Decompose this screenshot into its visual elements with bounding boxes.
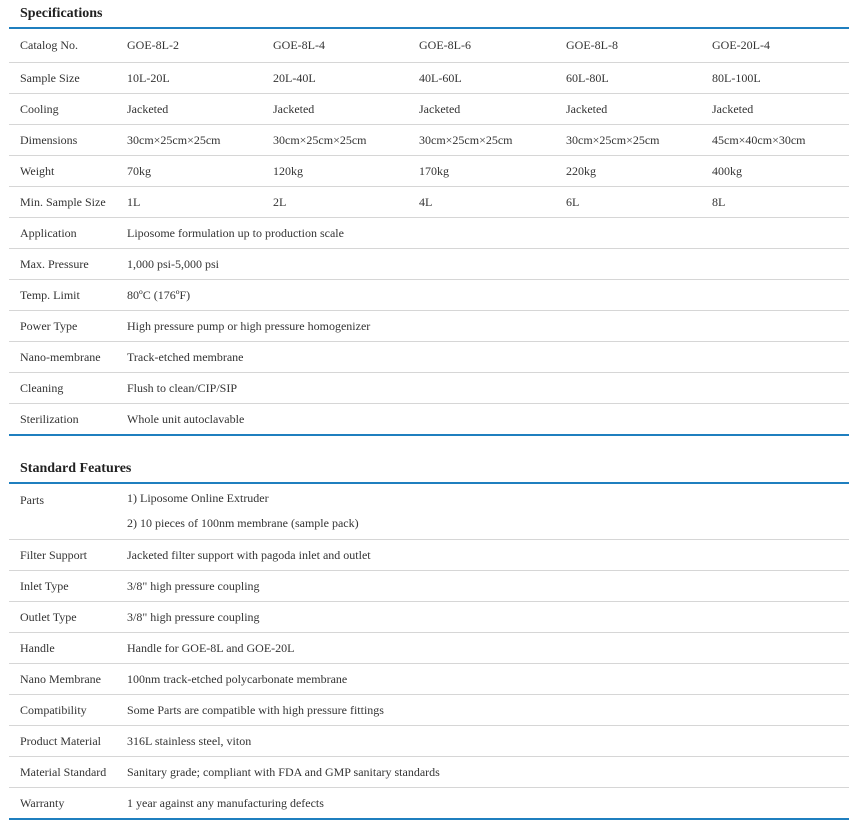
catalog-cell: GOE-20L-4 (701, 28, 849, 63)
feature-value: 1 year against any manufacturing defects (127, 795, 324, 810)
spec-cell: 40L-60L (408, 63, 555, 94)
feature-row-parts (9, 483, 849, 540)
spec-cell: 30cm×25cm×25cm (262, 125, 408, 156)
spec-cell: 80L-100L (701, 63, 849, 94)
spec-label: Weight (9, 156, 116, 187)
parts-line: 2) 10 pieces of 100nm membrane (sample pack) (127, 516, 359, 530)
spec-cell: 70kg (116, 156, 262, 187)
feature-label: Inlet Type (9, 571, 116, 602)
feature-label: Material Standard (9, 757, 116, 788)
feature-value: Some Parts are compatible with high pressure fittings (116, 695, 849, 726)
spec-cell: 60L-80L (555, 63, 701, 94)
spec-label: Sample Size (9, 63, 116, 94)
feature-value: Handle for GOE-8L and GOE-20L (116, 633, 849, 664)
feature-label: Parts (9, 483, 116, 540)
feature-value: 316L stainless steel, viton (116, 726, 849, 757)
spec-label: Cooling (9, 94, 116, 125)
spec-value: 1,000 psi-5,000 psi (116, 249, 849, 280)
spec-value: Track-etched membrane (116, 342, 849, 373)
spec-cell: 4L (408, 187, 555, 218)
spec-row-sample-size (9, 63, 849, 94)
spec-cell: 6L (555, 187, 701, 218)
catalog-cell: GOE-8L-2 (116, 28, 262, 63)
spec-cell: Jacketed (116, 94, 262, 125)
feature-label: Product Material (9, 726, 116, 757)
specifications-title: Specifications (20, 6, 103, 21)
feature-value: Sanitary grade; compliant with FDA and GMP sanitary standards (116, 757, 849, 788)
spec-cell: Jacketed (701, 94, 849, 125)
spec-row-min-sample-size (9, 187, 849, 218)
spec-cell: 30cm×25cm×25cm (555, 125, 701, 156)
feature-row-compatibility (9, 695, 849, 726)
spec-cell: 10L-20L (116, 63, 262, 94)
feature-label: Outlet Type (9, 602, 116, 633)
features-section (9, 456, 859, 820)
feature-row-warranty (9, 788, 849, 820)
spec-cell: 20L-40L (262, 63, 408, 94)
spec-cell: Jacketed (408, 94, 555, 125)
features-title: Standard Features (20, 461, 132, 476)
spec-label: Nano-membrane (9, 342, 116, 373)
spec-label: Dimensions (9, 125, 116, 156)
feature-row-nano-membrane (9, 664, 849, 695)
spec-cell: 220kg (555, 156, 701, 187)
spec-row-power-type (9, 311, 849, 342)
feature-label: Warranty (20, 795, 65, 810)
spec-label: Cleaning (9, 373, 116, 404)
spec-cell: 30cm×25cm×25cm (116, 125, 262, 156)
spec-row-max-pressure (9, 249, 849, 280)
catalog-cell: GOE-8L-6 (408, 28, 555, 63)
spec-row-sterilization (9, 404, 849, 436)
spec-value: 80ºC (176ºF) (116, 280, 849, 311)
spec-cell: 1L (116, 187, 262, 218)
feature-value: 3/8" high pressure coupling (116, 602, 849, 633)
spec-label: Temp. Limit (9, 280, 116, 311)
catalog-label: Catalog No. (9, 28, 116, 63)
feature-value (116, 483, 849, 540)
catalog-cell: GOE-8L-8 (555, 28, 701, 63)
spec-cell: 8L (701, 187, 849, 218)
spec-label: Min. Sample Size (9, 187, 116, 218)
feature-row-inlet-type (9, 571, 849, 602)
specifications-section (9, 0, 859, 436)
feature-value: Jacketed filter support with pagoda inlet and outlet (116, 540, 849, 571)
spec-row-dimensions (9, 125, 849, 156)
feature-value: 3/8" high pressure coupling (116, 571, 849, 602)
spec-row-nano-membrane (9, 342, 849, 373)
page (9, 0, 859, 820)
feature-row-filter-support (9, 540, 849, 571)
spec-cell: 170kg (408, 156, 555, 187)
feature-label: Handle (9, 633, 116, 664)
specifications-table (9, 27, 849, 436)
spec-row-cooling (9, 94, 849, 125)
parts-line: 1) Liposome Online Extruder (127, 491, 269, 505)
spec-row-temp-limit (9, 280, 849, 311)
spec-label: Sterilization (20, 411, 79, 426)
catalog-row (9, 28, 849, 63)
spec-row-application (9, 218, 849, 249)
spec-label: Max. Pressure (9, 249, 116, 280)
spec-label: Application (9, 218, 116, 249)
spec-cell: 400kg (701, 156, 849, 187)
feature-row-product-material (9, 726, 849, 757)
feature-row-outlet-type (9, 602, 849, 633)
spec-cell: 30cm×25cm×25cm (408, 125, 555, 156)
feature-label: Compatibility (9, 695, 116, 726)
feature-label: Nano Membrane (9, 664, 116, 695)
spec-cell: 120kg (262, 156, 408, 187)
spec-value: High pressure pump or high pressure homogenizer (116, 311, 849, 342)
features-table (9, 482, 849, 820)
feature-row-material-standard (9, 757, 849, 788)
catalog-cell: GOE-8L-4 (262, 28, 408, 63)
spec-cell: 45cm×40cm×30cm (701, 125, 849, 156)
spec-cell: Jacketed (262, 94, 408, 125)
feature-row-handle (9, 633, 849, 664)
feature-value: 100nm track-etched polycarbonate membrane (116, 664, 849, 695)
spec-value: Liposome formulation up to production scale (116, 218, 849, 249)
spec-cell: 2L (262, 187, 408, 218)
spec-label: Power Type (9, 311, 116, 342)
spec-value: Flush to clean/CIP/SIP (116, 373, 849, 404)
spec-cell: Jacketed (555, 94, 701, 125)
feature-label: Filter Support (9, 540, 116, 571)
spec-value: Whole unit autoclavable (127, 411, 245, 426)
spec-row-cleaning (9, 373, 849, 404)
spec-row-weight (9, 156, 849, 187)
